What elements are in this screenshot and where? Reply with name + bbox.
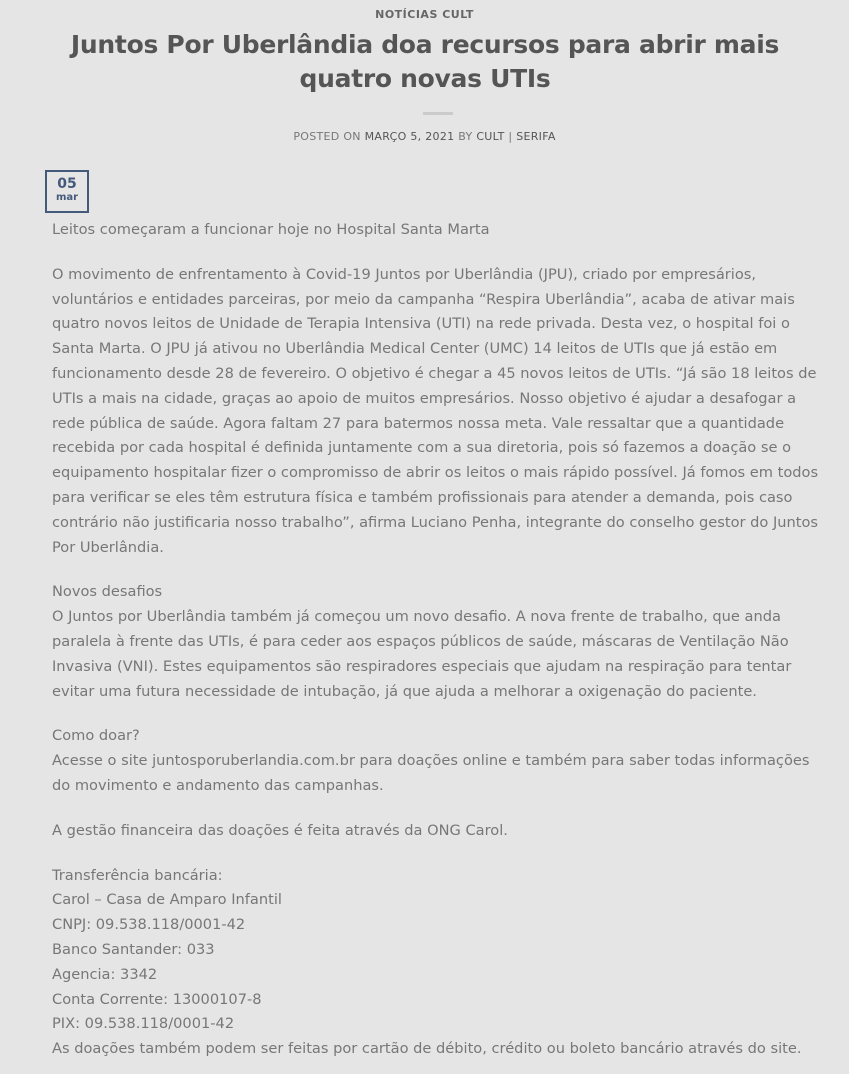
date-badge (45, 170, 89, 213)
category-link[interactable]: NOTÍCIAS CULT (375, 8, 474, 21)
donation-site-link[interactable]: juntosporuberlandia.com.br (152, 752, 355, 770)
bank-cnpj: CNPJ: 09.538.118/0001-42 (52, 916, 246, 934)
bank-transfer-info (52, 864, 827, 1062)
source-link[interactable]: SERIFA (516, 130, 556, 143)
article-lead: Leitos começaram a funcionar hoje no Hospital Santa Marta (52, 221, 490, 238)
subheading-como-doar: Como doar? (52, 727, 140, 745)
bank-account: Conta Corrente: 13000107-8 (52, 990, 262, 1008)
post-category (0, 8, 849, 21)
title-divider (423, 112, 453, 115)
subheading-novos-desafios: Novos desafios (52, 583, 163, 601)
author-link[interactable]: CULT (476, 130, 505, 143)
paragraph-text: Acesse o site (52, 752, 148, 770)
date-badge-month: mar (55, 192, 79, 203)
article-paragraph: A gestão financeira das doações é feita através da ONG Carol. (52, 821, 508, 839)
bank-recipient-name: Carol – Casa de Amparo Infantil (52, 891, 282, 909)
meta-separator: | (508, 130, 513, 143)
bank-pix: PIX: 09.538.118/0001-42 (52, 1015, 235, 1033)
post-title: Juntos Por Uberlândia doa recursos para abrir mais quatro novas UTIs (70, 30, 780, 93)
article-paragraph: O Juntos por Uberlândia também já começou um novo desafio. A nova frente de trabalho, que anda paralela à frente das UTIs, é para ceder aos espaços públicos de saúde, máscaras de Ventilação Não Invasiva (VNI). Estes equipamentos são respiradores especiais que ajudam na respiração para tentar evitar uma futura necessidade de intubação, já que ajuda a melhorar a oxigenação do paciente. (52, 608, 792, 700)
date-badge-day: 05 (57, 176, 77, 192)
closing-note: As doações também podem ser feitas por cartão de débito, crédito ou boleto bancário através do site. (52, 1040, 802, 1058)
bank-transfer-heading: Transferência bancária: (52, 866, 223, 884)
bank-agency: Agencia: 3342 (52, 965, 158, 983)
bank-name: Banco Santander: 033 (52, 940, 215, 958)
article-paragraph (52, 749, 827, 799)
article-body (52, 218, 827, 1062)
post-date-link[interactable]: MARÇO 5, 2021 (364, 130, 455, 143)
post-meta (0, 130, 849, 143)
paragraph-text: para doações online e também para saber todas informações do movimento e andamento das campanhas. (52, 752, 810, 794)
article-paragraph: O movimento de enfrentamento à Covid-19 Juntos por Uberlândia (JPU), criado por empresários, voluntários e entidades parceiras, por meio da campanha “Respira Uberlândia”, acaba de ativar mais quatro novos leitos de Unidade de Terapia Intensiva (UTI) na rede privada. Desta vez, o hospital foi o Santa Marta. O JPU já ativou no Uberlândia Medical Center (UMC) 14 leitos de UTIs que já estão em funcionamento desde 28 de fevereiro. O objetivo é chegar a 45 novos leitos de UTIs. “Já são 18 leitos de UTIs a mais na cidade, graças ao apoio de muitos empresários. Nosso objetivo é ajudar a desafogar a rede pública de saúde. Agora faltam 27 para batermos nossa meta. Vale ressaltar que a quantidade recebida por cada hospital é definida juntamente com a sua diretoria, pois só fazemos a doação se o equipamento hospitalar fizer o compromisso de abrir os leitos o mais rápido possível. Já fomos em todos para verificar se eles têm estrutura física e também profissionais para atender a demanda, pois caso contrário não justificaria nosso trabalho”, afirma Luciano Penha, integrante do conselho gestor do Juntos Por Uberlândia. (52, 265, 819, 556)
by-label: BY (458, 130, 473, 143)
posted-on-label: POSTED ON (293, 130, 361, 143)
